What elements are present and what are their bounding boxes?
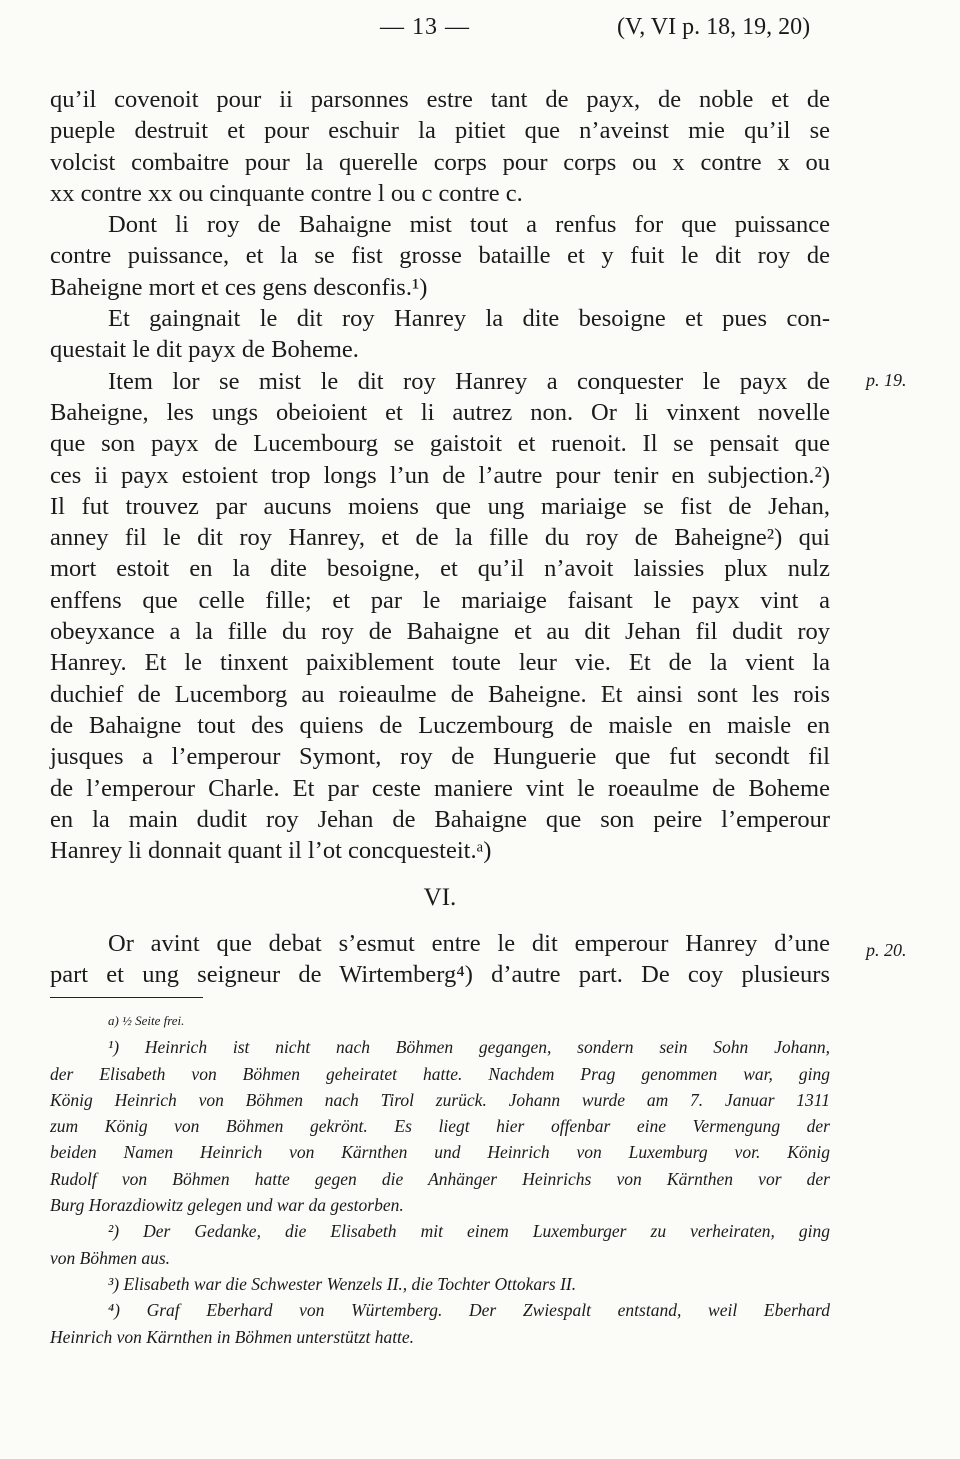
text-line: de Bahaigne tout des quiens de Luczembourg de maisle en maisle en bbox=[50, 711, 830, 739]
text-line: part et ung seigneur de Wirtemberg⁴) d’autre part. De coy plusieurs bbox=[50, 961, 830, 989]
footnote-line: a) ½ Seite frei. bbox=[108, 1013, 185, 1028]
footnote-line: Burg Horazdiowitz gelegen und war da gestorben. bbox=[50, 1195, 404, 1216]
text-line: enffens que celle fille; et par le mariaige faisant le payx vint a bbox=[50, 586, 830, 614]
text-line: qu’il covenoit pour ii parsonnes estre tant de payx, de noble et de bbox=[50, 86, 830, 113]
text-line: Et gaingnait le dit roy Hanrey la dite besoigne et pues con- bbox=[108, 305, 830, 333]
footnotes bbox=[50, 1008, 830, 1350]
text-line: en la main dudit roy Jehan de Bahaigne que son peire l’emperour bbox=[50, 805, 830, 833]
running-head: (V, VI p. 18, 19, 20) bbox=[617, 14, 811, 40]
text-line: duchief de Lucemborg au roieaulme de Baheigne. Et ainsi sont les rois bbox=[50, 680, 830, 708]
footnote-line: ³) Elisabeth war die Schwester Wenzels II., die Tochter Ottokars II. bbox=[108, 1273, 577, 1294]
text-line: mort estoit en la dite besoigne, et qu’il n’avoit laissies plux nulz bbox=[50, 555, 830, 583]
text-line: pueple destruit et pour eschuir la pitiet que n’aveinst mie qu’il se bbox=[50, 117, 830, 145]
text-line: Baheigne, les ungs obeioient et li autrez non. Or li vinxent novelle bbox=[50, 398, 830, 426]
footnote-line: beiden Namen Heinrich von Kärnthen und Heinrich von Luxemburg vor. König bbox=[50, 1142, 830, 1163]
footnote-line: ¹) Heinrich ist nicht nach Böhmen gegangen, sondern sein Sohn Johann, bbox=[108, 1037, 830, 1058]
text-line: Hanrey. Et le tinxent paixiblement toute leur vie. Et de la vient la bbox=[50, 649, 830, 677]
text-line: Il fut trouvez par aucuns moiens que ung mariaige se fist de Jehan, bbox=[50, 492, 830, 520]
text-line: obeyxance a la fille du roy de Bahaigne et au dit Jehan fil dudit roy bbox=[50, 618, 830, 646]
text-line: ces ii payx estoient trop longs l’un de l’autre pour tenir en subjection.²) bbox=[50, 461, 830, 489]
text-line: Baheigne mort et ces gens desconfis.¹) bbox=[50, 273, 428, 301]
page-header bbox=[0, 14, 960, 54]
page-number: — 13 — bbox=[380, 14, 470, 40]
section-heading: VI. bbox=[423, 884, 457, 911]
footnote-rule bbox=[50, 997, 203, 998]
margin-note: p. 19. bbox=[866, 370, 907, 390]
footnote-line: Rudolf von Böhmen hatte gegen die Anhänger Heinrichs von Kärnthen vor der bbox=[50, 1168, 830, 1189]
text-line: questait le dit payx de Boheme. bbox=[50, 336, 359, 364]
text-line: Hanrey li donnait quant il l’ot concquesteit.ᵃ) bbox=[50, 837, 492, 865]
text-line: Or avint que debat s’esmut entre le dit emperour Hanrey d’une bbox=[108, 930, 830, 957]
footnote-line: ⁴) Graf Eberhard von Würtemberg. Der Zwiespalt entstand, weil Eberhard bbox=[108, 1300, 830, 1321]
main-text bbox=[50, 84, 830, 866]
footnote-line: ²) Der Gedanke, die Elisabeth mit einem Luxemburger zu verheiraten, ging bbox=[108, 1221, 830, 1242]
footnote-line: König Heinrich von Böhmen nach Tirol zurück. Johann wurde am 7. Januar 1311 bbox=[50, 1089, 830, 1110]
text-line: de l’emperour Charle. Et par ceste maniere vint le roeaulme de Boheme bbox=[50, 774, 830, 802]
text-line: xx contre xx ou cinquante contre l ou c contre c. bbox=[50, 179, 523, 207]
text-line: jusques a l’emperour Symont, roy de Hunguerie que fut secondt fil bbox=[50, 743, 830, 771]
text-line: volcist combaitre pour la querelle corps pour corps ou x contre x ou bbox=[50, 148, 830, 176]
text-line: anney fil le dit roy Hanrey, et de la fille du roy de Baheigne²) qui bbox=[50, 524, 830, 552]
footnote-line: der Elisabeth von Böhmen geheiratet hatte. Nachdem Prag genommen war, ging bbox=[50, 1063, 830, 1084]
section-text bbox=[50, 928, 830, 991]
margin-note: p. 20. bbox=[866, 940, 907, 960]
footnote-line: zum König von Böhmen gekrönt. Es liegt hier offenbar eine Vermengung der bbox=[50, 1116, 830, 1137]
text-line: que son payx de Lucembourg se gaistoit et ruenoit. Il se pensait que bbox=[50, 430, 830, 458]
footnote-line: Heinrich von Kärnthen in Böhmen unterstützt hatte. bbox=[50, 1326, 415, 1347]
text-line: Item lor se mist le dit roy Hanrey a conquester le payx de bbox=[108, 367, 830, 395]
text-line: contre puissance, et la se fist grosse bataille et y fuit le dit roy de bbox=[50, 242, 830, 270]
text-line: Dont li roy de Bahaigne mist tout a renfus for que puissance bbox=[108, 211, 830, 239]
footnote-line: von Böhmen aus. bbox=[50, 1247, 171, 1268]
